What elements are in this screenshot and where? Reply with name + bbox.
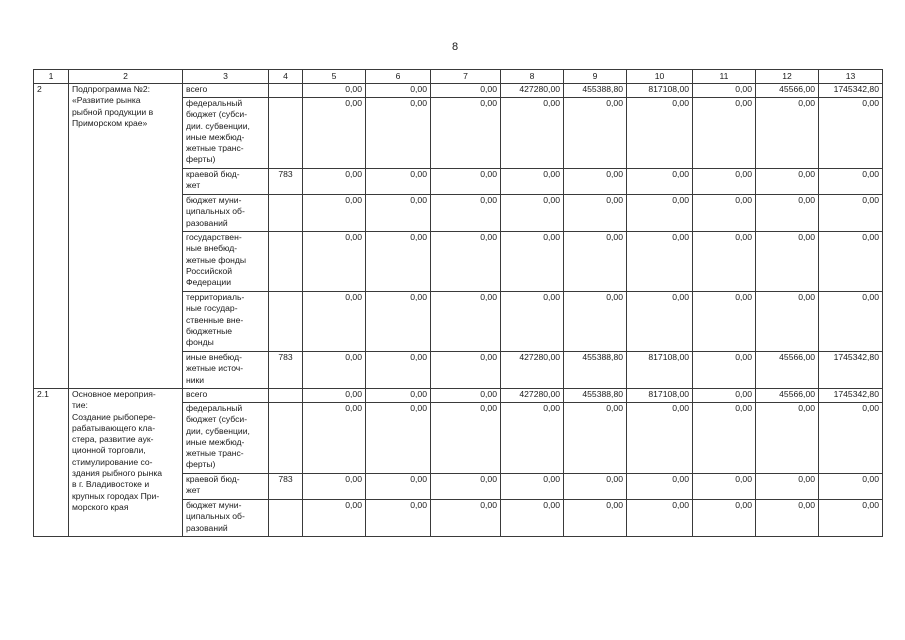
amount-col-11: 0,00: [693, 403, 756, 474]
funding-source-line: краевой бюд-: [186, 169, 240, 179]
funding-source-line: бюджет муни-: [186, 500, 242, 510]
amount-col-10: 0,00: [627, 98, 693, 169]
funding-source-line: иные межбюд-: [186, 436, 245, 447]
funding-source-line: ники: [186, 374, 205, 385]
amount-col-6: 0,00: [366, 352, 431, 389]
funding-source-line: жетные транс-: [186, 143, 244, 154]
program-name-line: Создание рыбопере-: [72, 411, 156, 422]
amount-col-12: 0,00: [756, 195, 819, 232]
amount-col-5: 0,00: [303, 474, 366, 500]
amount-col-10: 0,00: [627, 500, 693, 537]
header-cell-4: 4: [269, 70, 303, 84]
budget-code: 783: [269, 352, 303, 389]
funding-source-line: бюджет (субси-: [186, 109, 248, 120]
amount-col-10: 817108,00: [627, 389, 693, 403]
amount-col-12: 45566,00: [756, 389, 819, 403]
program-name: [69, 84, 183, 389]
program-name-line: рыбной продукции в: [72, 106, 154, 117]
funding-source-line: жетные фонды: [186, 254, 247, 265]
amount-col-5: 0,00: [303, 389, 366, 403]
amount-col-13: 0,00: [819, 500, 883, 537]
funding-source-line: ные государ-: [186, 303, 238, 314]
amount-col-7: 0,00: [431, 98, 501, 169]
funding-source-line: ципальных об-: [186, 206, 245, 217]
amount-col-13: 0,00: [819, 232, 883, 292]
amount-col-13: 0,00: [819, 98, 883, 169]
amount-col-13: 1745342,80: [819, 389, 883, 403]
header-cell-13: 13: [819, 70, 883, 84]
budget-code: [269, 232, 303, 292]
amount-col-11: 0,00: [693, 195, 756, 232]
funding-source-line: ципальных об-: [186, 511, 245, 522]
funding-source: [183, 98, 269, 169]
header-cell-2: 2: [69, 70, 183, 84]
amount-col-9: 0,00: [564, 292, 627, 352]
budget-code: [269, 195, 303, 232]
header-cell-3: 3: [183, 70, 269, 84]
amount-col-11: 0,00: [693, 292, 756, 352]
budget-code: 783: [269, 474, 303, 500]
amount-col-9: 455388,80: [564, 84, 627, 98]
amount-col-11: 0,00: [693, 389, 756, 403]
funding-source-line: бюджет муни-: [186, 195, 242, 205]
amount-col-7: 0,00: [431, 292, 501, 352]
amount-col-9: 455388,80: [564, 389, 627, 403]
amount-col-11: 0,00: [693, 98, 756, 169]
amount-col-9: 0,00: [564, 169, 627, 195]
amount-col-6: 0,00: [366, 474, 431, 500]
funding-source-line: разований: [186, 217, 228, 228]
funding-source: [183, 500, 269, 537]
amount-col-12: 45566,00: [756, 352, 819, 389]
amount-col-8: 427280,00: [501, 389, 564, 403]
budget-code: [269, 98, 303, 169]
amount-col-8: 0,00: [501, 500, 564, 537]
funding-source-line: Российской: [186, 265, 233, 276]
funding-source-line: дии, субвенции,: [186, 425, 250, 436]
amount-col-8: 0,00: [501, 403, 564, 474]
amount-col-8: 427280,00: [501, 84, 564, 98]
funding-source: [183, 232, 269, 292]
amount-col-6: 0,00: [366, 292, 431, 352]
amount-col-12: 0,00: [756, 474, 819, 500]
amount-col-8: 0,00: [501, 474, 564, 500]
budget-code: [269, 292, 303, 352]
budget-code: [269, 403, 303, 474]
amount-col-8: 427280,00: [501, 352, 564, 389]
amount-col-5: 0,00: [303, 403, 366, 474]
budget-code: [269, 389, 303, 403]
amount-col-12: 45566,00: [756, 84, 819, 98]
page-number: 8: [451, 41, 459, 53]
amount-col-10: 0,00: [627, 403, 693, 474]
amount-col-8: 0,00: [501, 169, 564, 195]
program-name-line: «Развитие рынка: [72, 95, 141, 106]
funding-source-line: ные внебюд-: [186, 243, 238, 254]
header-row: [34, 70, 883, 84]
amount-col-7: 0,00: [431, 195, 501, 232]
budget-code: [269, 500, 303, 537]
amount-col-9: 455388,80: [564, 352, 627, 389]
funding-source-line: всего: [186, 389, 208, 399]
amount-col-13: 0,00: [819, 403, 883, 474]
funding-source-line: иные межбюд-: [186, 131, 245, 142]
funding-source-line: дии. субвенции,: [186, 120, 250, 131]
amount-col-10: 0,00: [627, 292, 693, 352]
amount-col-13: 1745342,80: [819, 352, 883, 389]
amount-col-12: 0,00: [756, 403, 819, 474]
amount-col-5: 0,00: [303, 195, 366, 232]
amount-col-10: 817108,00: [627, 352, 693, 389]
amount-col-10: 0,00: [627, 474, 693, 500]
funding-source-line: разований: [186, 522, 228, 533]
amount-col-7: 0,00: [431, 389, 501, 403]
amount-col-9: 0,00: [564, 98, 627, 169]
header-cell-1: 1: [34, 70, 69, 84]
amount-col-12: 0,00: [756, 98, 819, 169]
amount-col-12: 0,00: [756, 500, 819, 537]
program-name-line: здания рыбного рынка: [72, 468, 163, 479]
amount-col-12: 0,00: [756, 292, 819, 352]
budget-code: 783: [269, 169, 303, 195]
amount-col-9: 0,00: [564, 403, 627, 474]
amount-col-7: 0,00: [431, 500, 501, 537]
amount-col-10: 0,00: [627, 232, 693, 292]
amount-col-6: 0,00: [366, 232, 431, 292]
header-cell-7: 7: [431, 70, 501, 84]
funding-source-line: фонды: [186, 337, 214, 348]
amount-col-7: 0,00: [431, 403, 501, 474]
budget-table: [33, 69, 883, 537]
funding-source-line: Федерации: [186, 277, 231, 288]
program-name-line: стера, развитие аук-: [72, 434, 154, 445]
funding-source: [183, 169, 269, 195]
amount-col-13: 0,00: [819, 292, 883, 352]
program-name-line: крупных городах При-: [72, 490, 160, 501]
funding-source-line: бюджетные: [186, 325, 233, 336]
funding-source-line: федеральный: [186, 403, 243, 413]
header-cell-8: 8: [501, 70, 564, 84]
funding-source-line: краевой бюд-: [186, 474, 240, 484]
amount-col-11: 0,00: [693, 232, 756, 292]
table-row: [34, 84, 883, 98]
amount-col-11: 0,00: [693, 84, 756, 98]
funding-source-line: бюджет (субси-: [186, 414, 248, 425]
funding-source-line: федеральный: [186, 98, 243, 108]
amount-col-6: 0,00: [366, 84, 431, 98]
funding-source: [183, 474, 269, 500]
amount-col-5: 0,00: [303, 84, 366, 98]
amount-col-7: 0,00: [431, 232, 501, 292]
amount-col-7: 0,00: [431, 84, 501, 98]
amount-col-9: 0,00: [564, 474, 627, 500]
table-row: [34, 389, 883, 403]
header-cell-5: 5: [303, 70, 366, 84]
amount-col-5: 0,00: [303, 98, 366, 169]
program-name-line: тие:: [72, 400, 88, 411]
funding-source-line: иные внебюд-: [186, 352, 242, 362]
amount-col-7: 0,00: [431, 352, 501, 389]
amount-col-10: 817108,00: [627, 84, 693, 98]
amount-col-8: 0,00: [501, 232, 564, 292]
amount-col-5: 0,00: [303, 169, 366, 195]
program-name: [69, 389, 183, 537]
funding-source-line: жетные транс-: [186, 448, 244, 459]
amount-col-5: 0,00: [303, 352, 366, 389]
amount-col-13: 0,00: [819, 169, 883, 195]
funding-source: [183, 195, 269, 232]
amount-col-5: 0,00: [303, 232, 366, 292]
header-cell-11: 11: [693, 70, 756, 84]
row-number: 2: [34, 84, 69, 389]
amount-col-6: 0,00: [366, 403, 431, 474]
funding-source: [183, 403, 269, 474]
funding-source: [183, 84, 269, 98]
amount-col-8: 0,00: [501, 292, 564, 352]
funding-source-line: жетные источ-: [186, 363, 244, 374]
header-cell-12: 12: [756, 70, 819, 84]
amount-col-7: 0,00: [431, 474, 501, 500]
amount-col-6: 0,00: [366, 500, 431, 537]
amount-col-13: 1745342,80: [819, 84, 883, 98]
program-name-line: Подпрограмма №2:: [72, 84, 151, 94]
program-name-line: Приморском крае»: [72, 117, 148, 128]
funding-source-line: территориаль-: [186, 292, 245, 302]
amount-col-13: 0,00: [819, 474, 883, 500]
amount-col-11: 0,00: [693, 352, 756, 389]
amount-col-9: 0,00: [564, 195, 627, 232]
program-name-line: в г. Владивостоке и: [72, 479, 150, 490]
amount-col-7: 0,00: [431, 169, 501, 195]
funding-source: [183, 292, 269, 352]
program-name-line: Основное мероприя-: [72, 389, 156, 399]
amount-col-13: 0,00: [819, 195, 883, 232]
amount-col-11: 0,00: [693, 500, 756, 537]
amount-col-12: 0,00: [756, 169, 819, 195]
amount-col-6: 0,00: [366, 98, 431, 169]
program-name-line: морского края: [72, 501, 129, 512]
amount-col-11: 0,00: [693, 474, 756, 500]
amount-col-6: 0,00: [366, 195, 431, 232]
funding-source-line: ферты): [186, 154, 216, 165]
funding-source-line: государствен-: [186, 232, 242, 242]
amount-col-8: 0,00: [501, 98, 564, 169]
header-cell-6: 6: [366, 70, 431, 84]
funding-source: [183, 389, 269, 403]
amount-col-8: 0,00: [501, 195, 564, 232]
row-number: 2.1: [34, 389, 69, 537]
program-name-line: ционной торговли,: [72, 445, 146, 456]
funding-source-line: жет: [186, 485, 201, 496]
amount-col-5: 0,00: [303, 292, 366, 352]
amount-col-5: 0,00: [303, 500, 366, 537]
amount-col-11: 0,00: [693, 169, 756, 195]
amount-col-6: 0,00: [366, 389, 431, 403]
header-cell-10: 10: [627, 70, 693, 84]
funding-source-line: ственные вне-: [186, 314, 244, 325]
amount-col-10: 0,00: [627, 195, 693, 232]
amount-col-9: 0,00: [564, 500, 627, 537]
program-name-line: рабатывающего кла-: [72, 422, 156, 433]
funding-source: [183, 352, 269, 389]
funding-source-line: жет: [186, 180, 201, 191]
amount-col-6: 0,00: [366, 169, 431, 195]
funding-source-line: ферты): [186, 459, 216, 470]
amount-col-12: 0,00: [756, 232, 819, 292]
funding-source-line: всего: [186, 84, 208, 94]
amount-col-9: 0,00: [564, 232, 627, 292]
budget-code: [269, 84, 303, 98]
amount-col-10: 0,00: [627, 169, 693, 195]
program-name-line: стимулирование со-: [72, 456, 153, 467]
header-cell-9: 9: [564, 70, 627, 84]
